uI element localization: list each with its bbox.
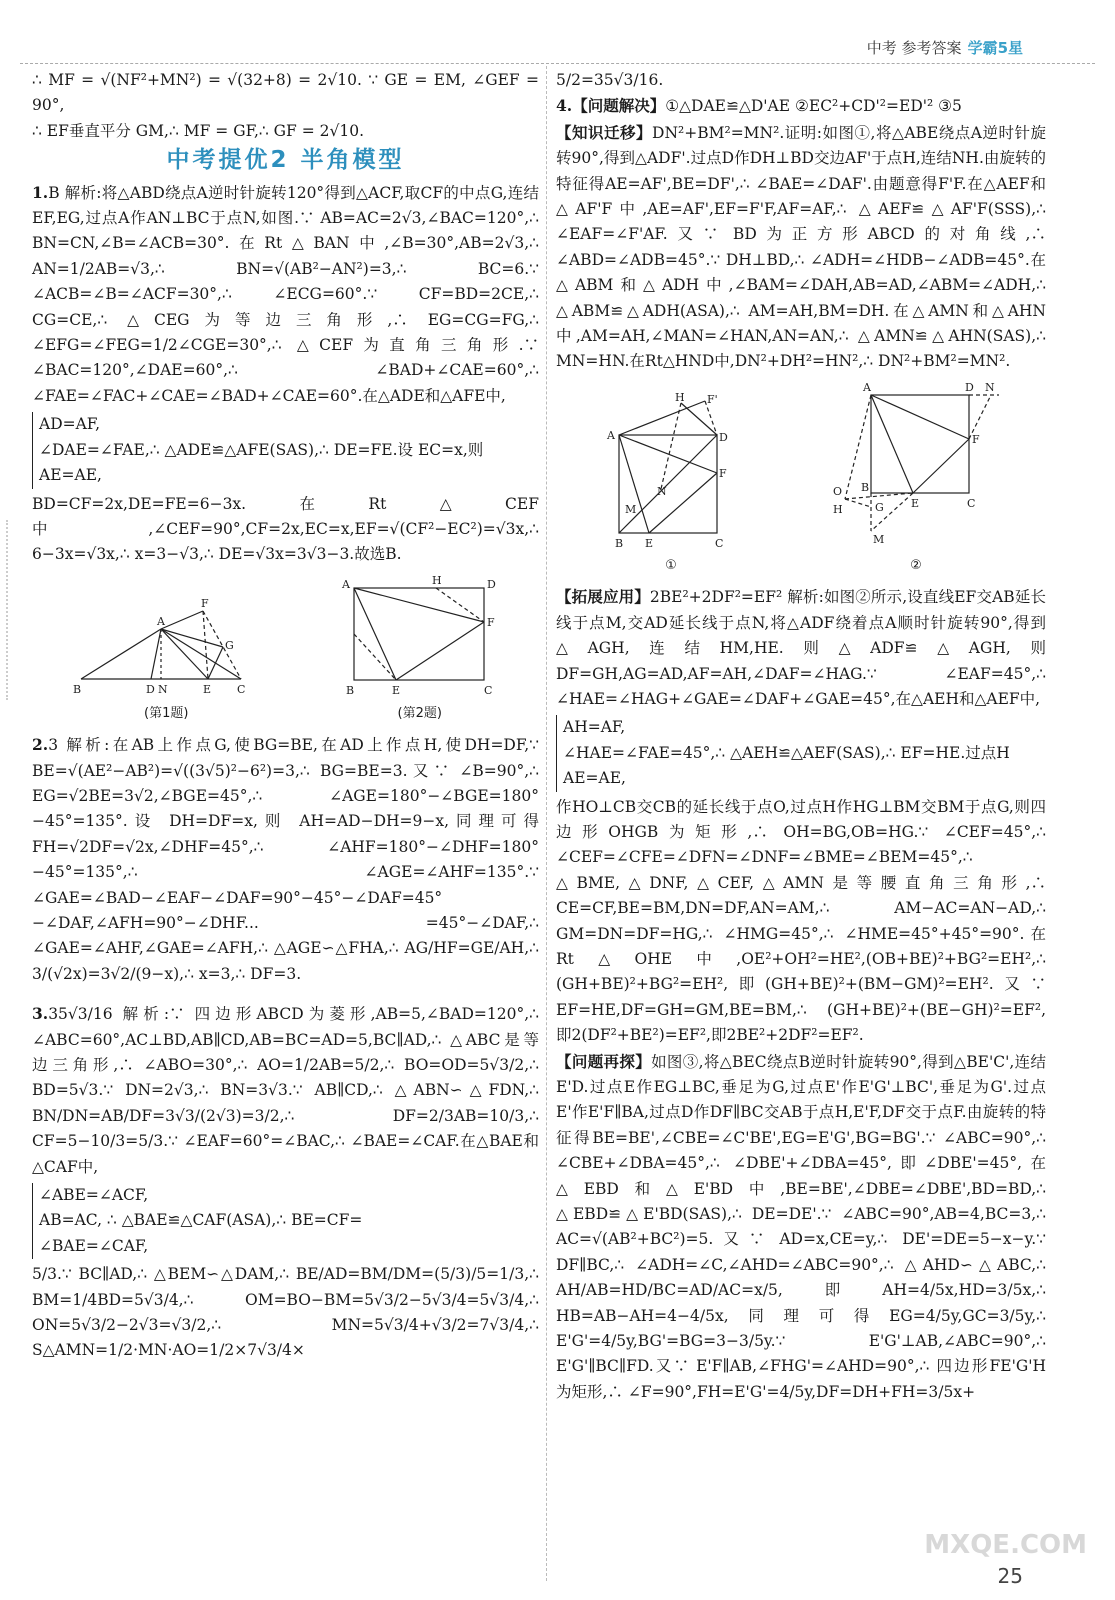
q2-number: 2. <box>32 735 49 755</box>
rectangle-diagram <box>340 574 500 699</box>
figures-q1-q2 <box>32 574 539 726</box>
svg-text:B: B <box>615 536 624 550</box>
column-divider <box>546 66 547 1581</box>
header-text <box>867 37 1023 58</box>
q3-brace-system <box>32 1183 539 1259</box>
square-diagram-1 <box>601 391 741 551</box>
svg-text:H: H <box>833 502 843 516</box>
figure-q2 <box>340 574 500 726</box>
q3-brace-line: AB=AC, ∴ △BAE≌△CAF(ASA),∴ BE=CF= <box>39 1211 363 1230</box>
svg-text:F: F <box>719 466 727 480</box>
q4-extend2: 作HO⊥CB交CB的延长线于点O,过点H作HG⊥BM交BM于点G,则四边形OHGB为矩形,∴ OH=BG,OB=HG.∵ ∠CEF=45°,∴ ∠CEF=∠CFE=∠DFN=∠DNF=∠BME=∠BEM=45°,∴ △BME,△DNF,△CEF,△AMN是等腰直角三角形,∴ CE=CF,BE=BM,DN=DF,AN=AM,∴ AM−AC=AN−AD,∴ GM=DN=DF=HG,∴ ∠HMG=45°,∴ ∠HME=45°+45°=90°.在Rt△OHE中,OE²+OH²=HE²,(OB+BE)²+BG²=EH²,∴ (GH+BE)²+BG²=EH²,即(GH+BE)²+(BM−GM)²=EH².又∵ EF=HE,DF=GH=GM,BE=BM,∴ (GH+BE)²+(BE−GH)²=EF²,即2(DF²+BE²)=EF²,即2BE²+2DF²=EF². <box>556 797 1046 1045</box>
q4-again <box>556 1049 1046 1406</box>
q4-extend-text: 2BE²+2DF²=EF² 解析:如图②所示,设直线EF交AB延长线于点M,交AD延长线于点N,将△ADF绕着点A顺时针旋转90°,得到△AGH,连结HM,HE.则△ADF≌△AGH,则DF=GH,AG=AD,AF=AH,∠DAF=∠HAG.∵ ∠EAF=45°,∴ ∠HAE=∠HAG+∠GAE=∠DAF+∠GAE=45°,在△AEH和△AEF中, <box>556 588 1046 708</box>
q3-para2: 5/3.∵ BC∥AD,∴ △BEM∽△DAM,∴ BE/AD=BM/DM=(5/3)/5=1/3,∴ BM=1/4BD=5√3/4,∴ OM=BO−BM=5√3/2−5√3/4=5√3/4,∴ ON=5√3/2−2√3=√3/2,∴ MN=5√3/4+√3/2=7√3/4,∴ S△AMN=1/2·MN·AO=1/2×7√3/4× <box>32 1265 539 1360</box>
svg-text:F': F' <box>707 392 718 406</box>
svg-text:F: F <box>201 596 209 610</box>
header-divider <box>20 63 1095 64</box>
q1-para2: BD=CF=2x,DE=FE=6−3x.在Rt△CEF中,∠CEF=90°,CF=2x,EC=x,EF=√(CF²−EC²)=√3x,∴ 6−3x=√3x,∴ x=3−√3,∴ DE=√3x=3√3−3.故选B. <box>32 494 539 564</box>
q1-brace-line: AD=AF, <box>39 415 101 434</box>
svg-text:A: A <box>863 380 871 394</box>
svg-text:C: C <box>483 683 493 697</box>
svg-text:M: M <box>873 532 885 546</box>
q2-para <box>32 732 539 987</box>
q4-tag-solve: 【问题解决】 <box>572 96 666 116</box>
svg-text:O: O <box>833 484 843 498</box>
svg-text:A: A <box>157 614 166 628</box>
q4-transfer <box>556 120 1046 375</box>
svg-text:E: E <box>391 683 400 697</box>
q2-text: 3 解析:在AB上作点G,使BG=BE,在AD上作点H,使DH=DF,∵ BE=√(AE²−AB²)=√((3√5)²−6²)=3,∴ BG=BE=3.又∵ ∠B=90°,∴ EG=√2BE=3√2,∠BGE=45°,∴ ∠AGE=180°−∠BGE=180°−45°=135°.设 DH=DF=x,则 AH=AD−DH=9−x,同理可得 FH=√2DF=√2x,∠DHF=45°,∴ ∠AHF=180°−∠DHF=180°−45°=135°,∴ ∠AGE=∠AHF=135°.∵ ∠GAE=∠BAD−∠EAF−∠DAF=90°−45°−∠DAF=45°−∠DAF,∠AFH=90°−∠DHF... =45°−∠DAF,∴ ∠GAE=∠AHF,∠GAE=∠AFH,∴ △AGE∽△FHA,∴ AG/HF=GE/AH,∴ 3/(√2x)=3√2/(9−x),∴ x=3,∴ DF=3. <box>32 736 539 983</box>
svg-text:F: F <box>972 432 980 446</box>
svg-text:D: D <box>146 682 156 696</box>
svg-text:C: C <box>967 496 976 510</box>
brand-logo-text: 学霸5星 <box>967 39 1023 57</box>
q3-brace-line: ∠ABE=∠ACF, <box>39 1186 149 1205</box>
watermark: MXQE.COM <box>924 1530 1087 1560</box>
svg-text:D: D <box>719 430 728 444</box>
svg-text:N: N <box>985 380 995 394</box>
intro-line-2: ∴ EF垂直平分 GM,∴ MF = GF,∴ GF = 2√10. <box>32 121 365 140</box>
q4-brace-line: AH=AF, <box>563 718 626 737</box>
q4-extend <box>556 584 1046 712</box>
q4-transfer-text: DN²+BM²=MN².证明:如图①,将△ABE绕点A逆时针旋转90°,得到△ADF'.过点D作DH⊥BD交边AF'于点H,连结NH.由旋转的特征得AE=AF',BE=DF',∴ ∠BAE=∠DAF'.由题意得F'F.在△AEF和△AF'F中,AE=AF',EF=F'F,AF=AF,∴ △AEF≌△AF'F(SSS),∴ ∠EAF=∠F'AF.又∵ BD为正方形ABCD的对角线,∴ ∠ABD=∠ADB=45°.∵ DH⊥BD,∴ ∠ADH=∠HDB−∠ADB=45°.在△ABM和△ADH中,∠BAM=∠DAH,AB=AD,∠ABM=∠ADH,∴ △ABM≌△ADH(ASA),∴ AM=AH,BM=DH.在△AMN和△AHN中,AM=AH,∠MAN=∠HAN,AN=AN,∴ △AMN≌△AHN(SAS),∴ MN=HN.在Rt△HND中,DN²+DH²=HN²,∴ DN²+BM²=MN². <box>556 123 1046 371</box>
svg-text:G: G <box>875 500 884 514</box>
figure-q4-1-caption: ① <box>665 557 677 573</box>
svg-text:F: F <box>486 615 495 629</box>
svg-text:D: D <box>486 577 496 591</box>
figure-q1-caption: (第1题) <box>144 705 189 721</box>
q1-brace-line: AE=AE, <box>39 466 102 485</box>
svg-text:B: B <box>345 683 354 697</box>
figure-q4-2-caption: ② <box>910 557 922 573</box>
q1-brace-line: ∠DAE=∠FAE,∴ △ADE≌△AFE(SAS),∴ DE=FE.设 EC=x,则 <box>39 440 484 459</box>
svg-text:E: E <box>645 536 654 550</box>
svg-text:A: A <box>341 577 350 591</box>
q3-text: 35√3/16 解析:∵ 四边形ABCD为菱形,AB=5,∠BAD=120°,∴ ∠ABC=60°,AC⊥BD,AB∥CD,AB=BC=AD=5,BC∥AD,∴ △ABC是等边三角形,∴ ∠ABO=30°,∴ AO=1/2AB=5/2,∴ BO=OD=5√3/2,∴ BD=5√3.∵ DN=2√3,∴ BN=3√3.∵ AB∥CD,∴ △ABN∽△FDN,∴ BN/DN=AB/DF=3√3/(2√3)=3/2,∴ DF=2/3AB=10/3,∴ CF=5−10/3=5/3.∵ ∠EAF=60°=∠BAC,∴ ∠BAE=∠CAF.在△BAE和△CAF中, <box>32 1005 539 1176</box>
svg-text:H: H <box>675 390 685 404</box>
right-column <box>556 68 1046 1405</box>
q3-para <box>32 1001 539 1180</box>
q3-number: 3. <box>32 1004 49 1024</box>
q4-again-text: 如图③,将△BEC绕点B逆时针旋转90°,得到△BE'C',连结E'D.过点E作EG⊥BC,垂足为G,过点E'作E'G'⊥BC',垂足为G'.过点E'作E'F∥BA,过点D作DF∥BC交AB于点H,E'F,DF交于点F.由旋转的特征得BE=BE',∠CBE=∠C'BE',EG=E'G',BG=BG'.∵ ∠ABC=90°,∴ ∠CBE+∠DBA=45°,∴ ∠DBE'+∠DBA=45°,即∠DBE'=45°,在△EBD和△E'BD中,BE=BE',∠DBE=∠DBE',BD=BD,∴ △EBD≌△E'BD(SAS),∴ DE=DE'.∵ ∠ABC=90°,AB=4,BC=3,∴ AC=√(AB²+BC²)=5.又∵ AD=x,CE=y,∴ DE'=DE=5−x−y.∵ DF∥BC,∴ ∠ADH=∠C,∠AHD=∠ABC=90°,∴ △AHD∽△ABC,∴ AH/AB=HD/BC=AD/AC=x/5,即AH=4/5x,HD=3/5x,∴ HB=AB−AH=4−4/5x,同理可得EG=4/5y,GC=3/5y,∴ E'G'=4/5y,BG'=BG=3−3/5y.∵ E'G'⊥AB,∠ABC=90°,∴ E'G'∥BC∥FD.又∵ E'F∥AB,∠FHG'=∠AHD=90°,∴ 四边形FE'G'H为矩形,∴ ∠F=90°,FH=E'G'=4/5y,DF=DH+FH=3/5x+ <box>556 1052 1046 1401</box>
q3-brace-line: ∠BAE=∠CAF, <box>39 1236 149 1255</box>
svg-text:A: A <box>607 428 615 442</box>
q4-line1 <box>556 93 1046 119</box>
svg-text:C: C <box>715 536 724 550</box>
svg-text:E: E <box>911 496 920 510</box>
svg-text:M: M <box>625 502 637 516</box>
q4-tag-again: 【问题再探】 <box>556 1051 652 1071</box>
intro-line-1: ∴ MF = √(NF²+MN²) = √(32+8) = 2√10. ∵ GE = EM, ∠GEF = 90°, <box>32 71 539 115</box>
figure-q4-1 <box>601 391 741 578</box>
svg-text:N: N <box>158 682 168 696</box>
svg-text:C: C <box>237 682 246 696</box>
figure-q1 <box>71 589 261 726</box>
figure-q2-caption: (第2题) <box>397 705 442 721</box>
svg-text:N: N <box>657 484 667 498</box>
section-title: 中考提优2 半角模型 <box>166 147 405 174</box>
svg-text:G: G <box>225 638 235 652</box>
svg-text:E: E <box>203 682 212 696</box>
q4-line1-text: ①△DAE≌△D'AE ②EC²+CD'²=ED'² ③5 <box>665 97 962 116</box>
q1-para1 <box>32 180 539 410</box>
q3-continuation: 5/2=35√3/16. <box>556 71 664 89</box>
q4-tag-extend: 【拓展应用】 <box>556 587 650 607</box>
svg-text:D: D <box>965 380 974 394</box>
svg-text:B: B <box>861 480 870 494</box>
left-column <box>32 68 539 1364</box>
square-diagram-2 <box>831 381 1001 551</box>
q4-brace-system <box>556 715 1046 791</box>
q4-brace-line: AE=AE, <box>563 769 626 788</box>
margin-binding-mark <box>6 520 8 700</box>
page-header <box>0 0 1115 60</box>
q4-number: 4. <box>556 96 573 116</box>
page-number: 25 <box>997 1564 1023 1588</box>
triangle-diagram <box>71 589 261 699</box>
q1-text: B 解析:将△ABD绕点A逆时针旋转120°得到△ACF,取CF的中点G,连结EF,EG,过点A作AN⊥BC于点N,如图.∵ AB=AC=2√3,∠BAC=120°,∴ BN=CN,∠B=∠ACB=30°.在Rt△BAN中,∠B=30°,AB=2√3,∴ AN=1/2AB=√3,∴ BN=√(AB²−AN²)=3,∴ BC=6.∵ ∠ACB=∠B=∠ACF=30°,∴ ∠ECG=60°.∵ CF=BD=2CE,∴ CG=CE,∴ △CEG为等边三角形,∴ EG=CG=FG,∴ ∠EFG=∠FEG=1/2∠CGE=30°,∴ △CEF为直角三角形.∵ ∠BAC=120°,∠DAE=60°,∴ ∠BAD+∠CAE=60°,∴ ∠FAE=∠FAC+∠CAE=∠BAD+∠CAE=60°.在△ADE和△AFE中, <box>32 183 539 405</box>
q4-brace-line: ∠HAE=∠FAE=45°,∴ △AEH≌△AEF(SAS),∴ EF=HE.过点H <box>563 743 1010 762</box>
svg-text:H: H <box>431 573 442 587</box>
q1-number: 1. <box>32 182 49 202</box>
svg-text:B: B <box>73 682 82 696</box>
q4-tag-transfer: 【知识迁移】 <box>556 122 653 142</box>
q1-brace-system <box>32 412 539 488</box>
figure-q4-2 <box>831 381 1001 578</box>
header-label: 中考 参考答案 <box>866 39 962 57</box>
figures-q4 <box>556 381 1046 578</box>
